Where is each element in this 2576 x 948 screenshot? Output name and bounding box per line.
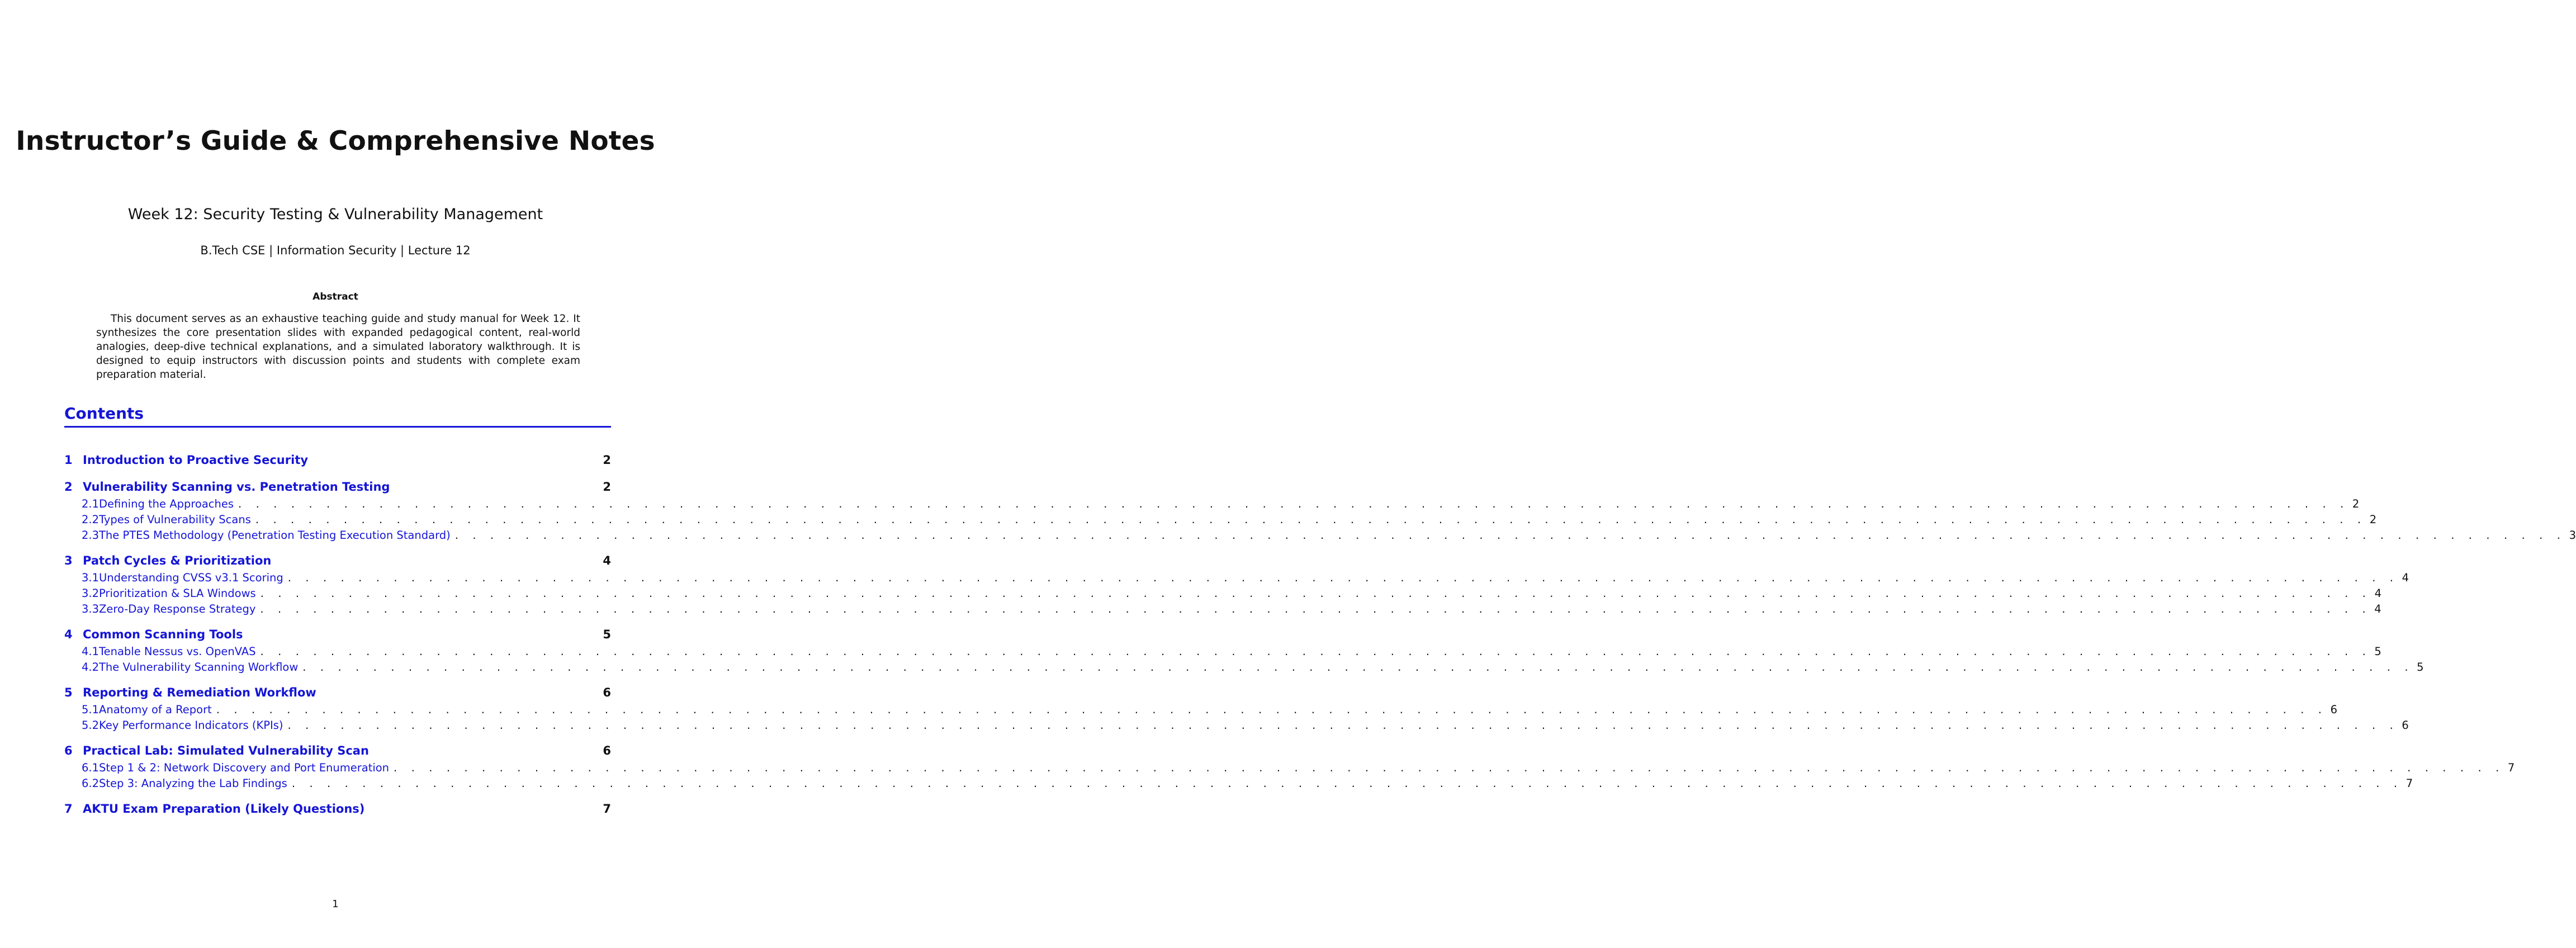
toc-subsection-page: 7 [2405,777,2413,790]
toc-subsection-number[interactable]: 2.1 [82,497,100,510]
toc-subsection-link[interactable]: Types of Vulnerability Scans [99,513,251,526]
toc-section-number[interactable]: 3 [64,554,73,567]
toc-subsection-number[interactable]: 3.1 [82,571,100,584]
toc-section-block [64,799,611,818]
toc-subsection-link[interactable]: Defining the Approaches [99,497,234,510]
toc-section-link[interactable]: Practical Lab: Simulated Vulnerability Scan [83,744,369,757]
toc-subsection-page: 6 [2330,703,2338,716]
toc-section-page: 2 [603,453,611,467]
toc-subsection-number[interactable]: 3.2 [82,587,100,600]
toc-section-page: 6 [603,744,611,757]
toc-leader-dots: . . . . . . . . . . . . . . . . . . . . . . . . . . . . . . . . . . . . . . . . . . . . . . . . . . . . . . . . . . . . . . . . . . . . . . . . . . . . . . . . . . . . . . . . . . . . . . . . . . . . . . . . . . . . . . . . . . . . . . . . [255,513,2366,526]
toc-subsection-entry[interactable] [64,660,2424,675]
abstract-title: Abstract [312,291,358,302]
toc-leader-dots: . . . . . . . . . . . . . . . . . . . . . . . . . . . . . . . . . . . . . . . . . . . . . . . . . . . . . . . . . . . . . . . . . . . . . . . . . . . . . . . . . . . . . . . . . . . . . . . . . . . . . . . . . . . . . . . . . . . . . . . . [238,497,2349,510]
toc-section-block [64,451,611,470]
toc-leader-dots: . . . . . . . . . . . . . . . . . . . . . . . . . . . . . . . . . . . . . . . . . . . . . . . . . . . . . . . . . . . . . . . . . . . . . . . . . . . . . . . . . . . . . . . . . . . . . . . . . . . . . . . . . . . . . . . . . . . . . . . . [287,719,2399,732]
toc-section-number[interactable]: 7 [64,802,73,816]
toc-subsection-link[interactable]: The Vulnerability Scanning Workflow [99,661,299,674]
toc-subsection-page: 5 [2374,645,2381,658]
contents-heading: Contents [64,404,144,423]
page-number: 1 [332,898,339,910]
toc-subsection-link[interactable]: The PTES Methodology (Penetration Testing Execution Standard) [99,529,451,542]
toc-section-number[interactable]: 5 [64,686,73,699]
toc-subsection-entry[interactable] [64,570,2409,586]
contents-divider [64,426,611,428]
toc-leader-dots: . . . . . . . . . . . . . . . . . . . . . . . . . . . . . . . . . . . . . . . . . . . . . . . . . . . . . . . . . . . . . . . . . . . . . . . . . . . . . . . . . . . . . . . . . . . . . . . . . . . . . . . . . . . . . . . . . . . . . . . . [216,703,2327,716]
toc-section-number[interactable]: 2 [64,480,73,494]
toc-subsection-page: 2 [2369,513,2377,526]
toc-section-block [64,625,2424,675]
toc-subsection-page: 4 [2374,603,2381,615]
toc-section-block [64,683,2409,733]
toc-section-block [64,741,2515,791]
toc-subsection-page: 4 [2374,587,2381,600]
toc-subsection-number[interactable]: 3.3 [82,603,100,615]
toc-subsection-entry[interactable] [64,601,2381,617]
toc-section-entry[interactable] [64,625,611,644]
toc-section-entry[interactable] [64,551,611,570]
toc-section-entry[interactable] [64,741,611,760]
document-subtitle: Week 12: Security Testing & Vulnerability Management [127,206,543,223]
toc-subsection-entry[interactable] [64,512,2377,528]
table-of-contents [64,451,2576,826]
toc-subsection-link[interactable]: Step 3: Analyzing the Lab Findings [99,777,287,790]
abstract-body: This document serves as an exhaustive teaching guide and study manual for Week 12. It synthesizes the core presentation slides with expanded pedagogical content, real-world analogies, deep-dive technical explanations, and a simulated laboratory walkthrough. It is designed to equip instructors with discussion points and students with complete exam preparation material. [96,313,580,381]
toc-subsection-link[interactable]: Zero-Day Response Strategy [99,603,256,615]
toc-section-number[interactable]: 1 [64,453,73,467]
toc-subsection-number[interactable]: 2.2 [82,513,100,526]
toc-subsection-number[interactable]: 6.2 [82,777,100,790]
toc-section-entry[interactable] [64,477,611,496]
toc-section-link[interactable]: Common Scanning Tools [83,628,243,641]
toc-leader-dots: . . . . . . . . . . . . . . . . . . . . . . . . . . . . . . . . . . . . . . . . . . . . . . . . . . . . . . . . . . . . . . . . . . . . . . . . . . . . . . . . . . . . . . . . . . . . . . . . . . . . . . . . . . . . . . . . . . . . . . . . [260,587,2371,600]
toc-leader-dots: . . . . . . . . . . . . . . . . . . . . . . . . . . . . . . . . . . . . . . . . . . . . . . . . . . . . . . . . . . . . . . . . . . . . . . . . . . . . . . . . . . . . . . . . . . . . . . . . . . . . . . . . . . . . . . . . . . . . . . . . [260,603,2371,615]
toc-subsection-link[interactable]: Understanding CVSS v3.1 Scoring [99,571,283,584]
toc-section-entry[interactable] [64,451,611,470]
toc-section-page: 2 [603,480,611,494]
toc-leader-dots: . . . . . . . . . . . . . . . . . . . . . . . . . . . . . . . . . . . . . . . . . . . . . . . . . . . . . . . . . . . . . . . . . . . . . . . . . . . . . . . . . . . . . . . . . . . . . . . . . . . . . . . . . . . . . . . . . . . . . . . . [291,777,2403,790]
toc-section-page: 5 [603,628,611,641]
toc-section-page: 4 [603,554,611,567]
toc-subsection-entry[interactable] [64,586,2381,601]
toc-section-link[interactable]: Patch Cycles & Prioritization [83,554,272,567]
toc-leader-dots: . . . . . . . . . . . . . . . . . . . . . . . . . . . . . . . . . . . . . . . . . . . . . . . . . . . . . . . . . . . . . . . . . . . . . . . . . . . . . . . . . . . . . . . . . . . . . . . . . . . . . . . . . . . . . . . . . . . . . . . . [302,661,2414,674]
document-title: Instructor’s Guide & Comprehensive Notes [16,126,655,157]
toc-subsection-page: 6 [2402,719,2409,732]
toc-section-page: 6 [603,686,611,699]
toc-subsection-entry[interactable] [64,644,2381,660]
toc-subsection-link[interactable]: Tenable Nessus vs. OpenVAS [99,645,256,658]
toc-section-number[interactable]: 4 [64,628,73,641]
toc-subsection-link[interactable]: Prioritization & SLA Windows [99,587,256,600]
toc-subsection-entry[interactable] [64,528,2576,543]
toc-subsection-page: 7 [2507,761,2515,774]
toc-subsection-entry[interactable] [64,760,2515,776]
toc-subsection-link[interactable]: Key Performance Indicators (KPIs) [99,719,283,732]
toc-section-block [64,477,2576,543]
toc-subsection-page: 5 [2417,661,2424,674]
toc-section-page: 7 [603,802,611,816]
course-meta: B.Tech CSE | Information Security | Lecture 12 [200,244,471,257]
toc-subsection-link[interactable]: Step 1 & 2: Network Discovery and Port Enumeration [99,761,390,774]
toc-subsection-number[interactable]: 5.1 [82,703,100,716]
toc-section-link[interactable]: AKTU Exam Preparation (Likely Questions) [83,802,365,816]
toc-leader-dots: . . . . . . . . . . . . . . . . . . . . . . . . . . . . . . . . . . . . . . . . . . . . . . . . . . . . . . . . . . . . . . . . . . . . . . . . . . . . . . . . . . . . . . . . . . . . . . . . . . . . . . . . . . . . . . . . . . . . . . . . [454,529,2566,542]
toc-subsection-page: 3 [2569,529,2576,542]
toc-subsection-entry[interactable] [64,776,2413,791]
toc-section-entry[interactable] [64,799,611,818]
toc-section-link[interactable]: Vulnerability Scanning vs. Penetration Testing [83,480,390,494]
toc-leader-dots: . . . . . . . . . . . . . . . . . . . . . . . . . . . . . . . . . . . . . . . . . . . . . . . . . . . . . . . . . . . . . . . . . . . . . . . . . . . . . . . . . . . . . . . . . . . . . . . . . . . . . . . . . . . . . . . . . . . . . . . . [260,645,2371,658]
toc-subsection-number[interactable]: 2.3 [82,529,100,542]
toc-section-link[interactable]: Introduction to Proactive Security [83,453,309,467]
toc-subsection-number[interactable]: 5.2 [82,719,100,732]
toc-subsection-entry[interactable] [64,702,2338,718]
toc-section-link[interactable]: Reporting & Remediation Workflow [83,686,316,699]
toc-leader-dots: . . . . . . . . . . . . . . . . . . . . . . . . . . . . . . . . . . . . . . . . . . . . . . . . . . . . . . . . . . . . . . . . . . . . . . . . . . . . . . . . . . . . . . . . . . . . . . . . . . . . . . . . . . . . . . . . . . . . . . . . [287,571,2399,584]
toc-subsection-number[interactable]: 4.2 [82,661,100,674]
toc-subsection-page: 2 [2352,497,2360,510]
toc-subsection-entry[interactable] [64,496,2360,512]
toc-subsection-number[interactable]: 6.1 [82,761,100,774]
toc-section-number[interactable]: 6 [64,744,73,757]
toc-subsection-link[interactable]: Anatomy of a Report [99,703,212,716]
toc-subsection-number[interactable]: 4.1 [82,645,100,658]
toc-section-block [64,551,2409,617]
toc-section-entry[interactable] [64,683,611,702]
toc-subsection-page: 4 [2402,571,2409,584]
toc-subsection-entry[interactable] [64,718,2409,733]
toc-leader-dots: . . . . . . . . . . . . . . . . . . . . . . . . . . . . . . . . . . . . . . . . . . . . . . . . . . . . . . . . . . . . . . . . . . . . . . . . . . . . . . . . . . . . . . . . . . . . . . . . . . . . . . . . . . . . . . . . . . . . . . . . [394,761,2504,774]
